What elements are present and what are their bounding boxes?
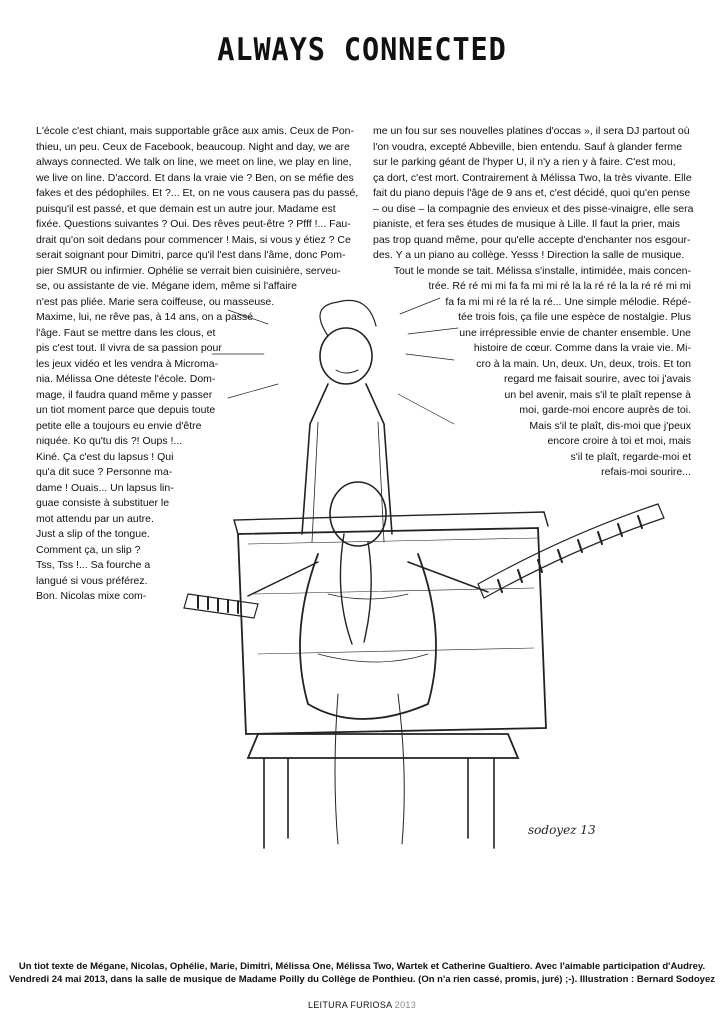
standing-girl-body — [302, 384, 392, 534]
text-line: pier SMUR ou infirmier. Ophélie se verrait bien cuisinière, serveu- — [36, 264, 341, 277]
brand-year: 2013 — [394, 1000, 417, 1010]
text-line: pianiste, et fera ses études de musique à Lille. Il faut la prier, mais — [373, 218, 680, 230]
text-line: Just a slip of the tongue. — [36, 528, 150, 540]
upright-piano — [238, 528, 546, 734]
text-line: cro à la main. Un, deux. Un, deux, trois. Et ton — [476, 357, 691, 370]
text-line: fixée. Questions suivantes ? Oui. Des rêves peut-être ? Pfff !... Fau- — [36, 218, 351, 230]
text-line: guae consiste à substituer le — [36, 497, 170, 509]
text-line: thieu, un peu. Ceux de Facebook, beaucoup. Night and day, we are — [36, 140, 350, 153]
text-line: Bon. Nicolas mixe com- — [36, 590, 147, 602]
text-line: l'on voudra, excepté Abbeville, bien entendu. Sauf à glander ferme — [373, 140, 683, 153]
keyboard-left — [184, 594, 258, 618]
text-line: Comment ça, un slip ? — [36, 543, 141, 556]
sitting-girl-head — [330, 482, 386, 546]
text-line: moi, garde-moi encore auprès de toi. — [519, 404, 691, 416]
publication-brand — [0, 1000, 724, 1010]
text-line: Maxime, lui, ne rêve pas, à 14 ans, on a passé — [36, 311, 254, 323]
page-title: ALWAYS CONNECTED — [217, 32, 507, 68]
text-line: s'il te plaît, regarde-moi et — [570, 450, 691, 463]
text-line: Mais s'il te plaît, dis-moi que j'peux — [529, 419, 691, 432]
text-line: Kiné. Ça c'est du lapsus ! Qui — [36, 450, 174, 463]
text-line: un bel avenir, mais s'il te plaît repense à — [504, 388, 691, 401]
text-line: serait soignant pour Dimitri, parce qu'il l'est dans l'âme, donc Pom- — [36, 249, 346, 261]
sitting-girl-hair — [340, 534, 371, 644]
text-line: fa fa mi mi ré la ré la ré... Une simple mélodie. Répé- — [445, 295, 691, 308]
text-line: me un fou sur ses nouvelles platines d'occas », il sera DJ partout où — [373, 125, 690, 137]
text-line: Tss, Tss !... Sa fourche a — [36, 559, 151, 571]
text-line: fakes et des pédophiles. Et ?... Et, on ne vous causera pas du passé, — [36, 187, 359, 199]
text-line: l'âge. Faut se mettre dans les clous, et — [36, 326, 216, 339]
text-line: niquée. Ko qu'tu dis ?! Oups !... — [36, 435, 183, 447]
text-line: trée. Ré ré mi mi fa fa mi mi ré la la ré ré la la ré ré mi mi — [428, 280, 691, 292]
text-line: n'est pas pliée. Marie sera coiffeuse, ou masseuse. — [36, 295, 275, 308]
text-line: – ou dise – la compagnie des envieux et des pisse-vinaigre, elle sera — [373, 202, 694, 215]
text-line: mot attendu par un autre. — [36, 512, 154, 525]
text-line: Tout le monde se tait. Mélissa s'installe, intimidée, mais concen- — [393, 264, 691, 277]
text-line: L'école c'est chiant, mais supportable grâce aux amis. Ceux de Pon- — [36, 125, 355, 137]
text-line: always connected. We talk on line, we meet on line, we play en line, — [36, 156, 352, 168]
text-line: ça dort, c'est mort. Contrairement à Mélissa Two, la très vivante. Elle — [373, 171, 692, 184]
text-line: regard me faisait sourire, avec toi j'avais — [503, 373, 691, 385]
text-line: qu'a dit suce ? Personne ma- — [36, 466, 173, 478]
text-line: histoire de cœur. Comme dans la vraie vie. Mi- — [473, 342, 691, 354]
piano-illustration — [168, 294, 688, 854]
text-line: fait du piano depuis l'âge de 9 ans et, c'est décidé, quoi qu'en pense — [373, 187, 691, 199]
sitting-girl-back — [300, 554, 436, 719]
text-line: une irrépressible envie de chanter ensemble. Une — [459, 326, 691, 339]
text-line: puisqu'il est passé, et que demain est un autre jour. Madame est — [36, 202, 336, 215]
text-line: sur le parking géant de l'hyper U, il n'y a rien y à faire. C'est mou, — [373, 156, 676, 168]
text-line: les jeux vidéo et les vendra à Microma- — [36, 357, 219, 370]
text-line: nia. Mélissa One déteste l'école. Dom- — [36, 373, 216, 385]
brand-name: LEITURA FURIOSA — [307, 1000, 392, 1010]
text-line: tée trois fois, ça file une espèce de nostalgie. Plus — [458, 311, 691, 323]
text-line: un tiot moment parce que depuis toute — [36, 404, 216, 416]
text-line: des. Y a un piano au collège. Yesss ! Direction la salle de musique. — [373, 249, 685, 261]
piano-bench — [248, 734, 518, 758]
keyboard-right — [478, 504, 664, 598]
credits-line-2: Vendredi 24 mai 2013, dans la salle de musique de Madame Poilly du Collège de Ponthieu. (On n'a rien cassé, promis, juré) ;-). Illustration : Bernard Sodoyez — [9, 974, 715, 985]
text-line: se, ou assistante de vie. Mégane idem, même si l'affaire — [36, 280, 297, 292]
text-line: mage, il faudra quand même y passer — [36, 388, 213, 401]
text-line: encore croire à toi et moi, mais — [547, 435, 691, 447]
text-line: langué si vous préférez. — [36, 574, 148, 587]
text-line: pis c'est tout. Il vivra de sa passion pour — [36, 342, 222, 354]
text-line: dame ! Ouais... Un lapsus lin- — [36, 481, 174, 494]
text-line: pas trop quand même, pour qu'elle accepte d'enchanter nos esgour- — [373, 233, 691, 246]
text-line: refais-moi sourire... — [601, 466, 691, 478]
text-line: petite elle a toujours eu envie d'être — [36, 419, 202, 432]
credits-footer — [0, 960, 724, 986]
credits-line-1: Un tiot texte de Mégane, Nicolas, Ophélie, Marie, Dimitri, Mélissa One, Mélissa Two, Wartek et Catherine Gualtiero. Avec l'aimable participation d'Audrey. — [18, 961, 706, 972]
text-line: we live on line. D'accord. Et dans la vraie vie ? Ben, on se méfie des — [36, 171, 354, 184]
text-line: drait qu'on soit dedans pour commencer ! Mais, si vous y étiez ? Ce — [36, 233, 351, 246]
artist-signature: sodoyez 13 — [528, 823, 596, 837]
